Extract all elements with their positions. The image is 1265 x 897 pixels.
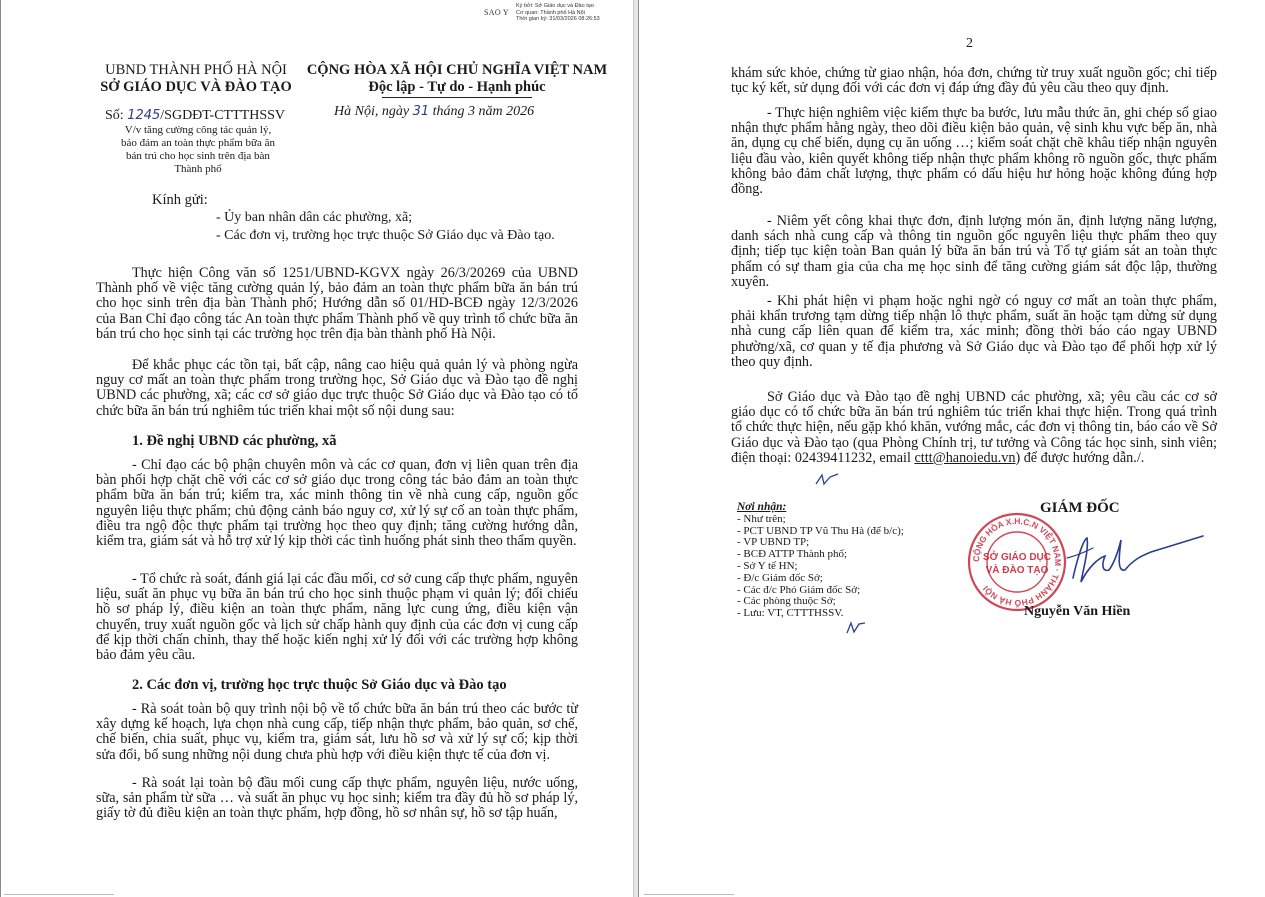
salutation: Kính gửi: (152, 192, 208, 208)
email-link[interactable]: cttt@hanoiedu.vn (914, 449, 1016, 466)
handwritten-day: 31 (412, 104, 430, 119)
document-subject: V/v tăng cường công tác quản lý, bảo đảm an toàn thực phẩm bữa ăn bán trú cho học sinh trên địa bàn Thành phố (121, 124, 275, 175)
section-1-item-1: - Chỉ đạo các bộ phận chuyên môn và các cơ quan, đơn vị liên quan trên địa bàn phối hợp chặt chẽ với các cơ sở giáo dục trong công tác bảo đảm an toàn thực phẩm bữa ăn bán trú; kiểm tra, xác minh thông tin về nhà cung cấp, nguồn gốc nguyên liệu thực phẩm; chủ động cảnh báo nguy cơ, xử lý sự cố an toàn thực phẩm, điều tra ngộ độc thực phẩm tại trường học theo quy định; tăng cường hướng dẫn, kiểm tra, giám sát và hỗ trợ xử lý kịp thời các tình huống phát sinh theo thẩm quyền. (96, 457, 578, 550)
recipient-1: - Ủy ban nhân dân các phường, xã; (216, 210, 413, 225)
section-1-title: 1. Đề nghị UBND các phường, xã (132, 433, 337, 449)
paragraph-intro: Thực hiện Công văn số 1251/UBND-KGVX ngày 26/3/20269 của UBND Thành phố về việc tăng cường quản lý, bảo đảm an toàn thực phẩm bữa ăn bán trú cho học sinh trên địa bàn Thành phố; Hướng dẫn số 01/HD-BCĐ ngày 12/3/2026 của Ban Chỉ đạo công tác An toàn thực phẩm Thành phố về quy trình tổ chức bữa ăn bán trú cho học sinh tại các trường học trên địa bàn thành phố Hà Nội. (96, 265, 578, 342)
issuing-authority (96, 62, 296, 96)
paragraph-continuation: khám sức khỏe, chứng từ giao nhận, hóa đơn, chứng từ truy xuất nguồn gốc; chỉ tiếp tục ký kết, sử dụng đối với các đơn vị đáp ứng đầy đủ yêu cầu theo quy định. (731, 65, 1217, 97)
paragraph-purpose: Để khắc phục các tồn tại, bất cập, nâng cao hiệu quả quản lý và phòng ngừa nguy cơ mất an toàn thực phẩm trong trường học, Sở Giáo dục và Đào tạo đề nghị UBND các phường, xã; các cơ sở giáo dục trực thuộc Sở Giáo dục và Đào tạo có tổ chức bữa ăn bán trú nghiêm túc triển khai một số nội dung sau: (96, 357, 578, 419)
document-number: Số: 1245/SGDĐT-CTTTHSSV (105, 108, 286, 123)
national-title (297, 62, 617, 98)
motto: Độc lập - Tự do - Hạnh phúc (368, 79, 546, 95)
archive-initials-icon (845, 620, 867, 636)
paragraph-public-menu: - Niêm yết công khai thực đơn, định lượng món ăn, định lượng năng lượng, danh sách nhà cung cấp và thông tin nguồn gốc nguyên liệu thực phẩm theo quy định; tiếp tục kiện toàn Ban quản lý bữa ăn bán trú và Tổ tự giám sát an toàn thực phẩm có sự tham gia của cha mẹ học sinh để tăng cường giám sát độc lập, thường xuyên. (731, 213, 1217, 290)
authority-parent: UBND THÀNH PHỐ HÀ NỘI (105, 62, 287, 78)
section-1-item-2: - Tổ chức rà soát, đánh giá lại các đầu mối, cơ sở cung cấp thực phẩm, nguyên liệu, suất ăn phục vụ bữa ăn bán trú cho học sinh thuộc phạm vi quản lý; đối chiếu hồ sơ pháp lý, điều kiện an toàn thực phẩm, năng lực cung ứng, điều kiện vận chuyển, truy xuất nguồn gốc và lịch sử chấp hành quy định của các đơn vị cung cấp để kịp thời chấn chỉnh, thay thế hoặc kiến nghị xử lý đối với các trường hợp không bảo đảm yêu cầu. (96, 571, 578, 664)
signer-name: Nguyễn Văn Hiền (1024, 604, 1131, 619)
seal-inner-line-2: VÀ ĐÀO TẠO (985, 565, 1049, 576)
distribution-list: Nơi nhận: - Như trên; - PCT UBND TP Vũ Thu Hà (để b/c); - VP UBND TP; - BCĐ ATTP Thành phố; - Sở Y tế HN; - Đ/c Giám đốc Sở; - Các đ/c Phó Giám đốc Sở; - Các phòng thuộc Sở; - Lưu: VT, CTTTHSSV. (737, 501, 904, 620)
handwritten-signature-icon (1067, 536, 1203, 582)
copy-label: SAO Y (484, 8, 509, 17)
nation-name: CỘNG HÒA XÃ HỘI CHỦ NGHĨA VIỆT NAM (306, 62, 608, 78)
paragraph-closing: Sở Giáo dục và Đào tạo đề nghị UBND các phường, xã; yêu cầu các cơ sở giáo dục có tổ chức bữa ăn bán trú nghiêm túc triển khai thực hiện. Trong quá trình tổ chức thực hiện, nếu gặp khó khăn, vướng mắc, các đơn vị thông tin, báo cáo về Sở Giáo dục và Đào tạo (qua Phòng Chính trị, tư tưởng và Công tác học sinh, sinh viên; điện thoại: 02439411232, email cttt@hanoiedu.vn) để được hướng dẫn./. (731, 389, 1217, 466)
signer-title: GIÁM ĐỐC (1040, 500, 1120, 516)
motto-underline (382, 97, 532, 98)
signature-org: Cơ quan: Thành phố Hà Nội (516, 9, 585, 16)
digital-signature-info (516, 3, 600, 23)
section-2-item-1: - Rà soát toàn bộ quy trình nội bộ về tổ chức bữa ăn bán trú theo các bước từ xây dựng kế hoạch, lựa chọn nhà cung cấp, tiếp nhận thực phẩm, bảo quản, sơ chế, chế biến, chia suất, phục vụ, kiểm tra, giám sát, lưu hồ sơ và xử lý sự cố; kịp thời sửa đổi, bổ sung những nội dung chưa phù hợp với điều kiện thực tế của đơn vị. (96, 701, 578, 763)
paragraph-inspection: - Thực hiện nghiêm việc kiểm thực ba bước, lưu mẫu thức ăn, ghi chép sổ giao nhận thực phẩm hằng ngày, theo dõi điều kiện bảo quản, vệ sinh khu vực bếp ăn, nhà ăn, dụng cụ chế biến, dụng cụ ăn uống …; kiểm soát chặt chẽ khâu tiếp nhận nguyên liệu đầu vào, kiên quyết không tiếp nhận thực phẩm không rõ nguồn gốc, thực phẩm không bảo đảm chất lượng, thực phẩm có dấu hiệu hư hỏng hoặc không đúng hợp đồng. (731, 105, 1217, 198)
official-seal-and-signature (955, 500, 1205, 620)
document-date: Hà Nội, ngày 31 tháng 3 năm 2026 (334, 104, 535, 119)
section-2-title: 2. Các đơn vị, trường học trực thuộc Sở Giáo dục và Đào tạo (132, 677, 507, 693)
seal-inner-line-1: SỞ GIÁO DỤC (983, 552, 1051, 563)
page-1-footer-rule (4, 894, 114, 895)
signature-signer: Ký bởi: Sở Giáo dục và Đào tạo (516, 3, 594, 9)
official-seal-icon (969, 514, 1065, 610)
initials-mark-icon (814, 472, 840, 488)
paragraph-violation: - Khi phát hiện vi phạm hoặc nghi ngờ có nguy cơ mất an toàn thực phẩm, phải khẩn trương tạm dừng tiếp nhận lô thực phẩm, suất ăn hoặc tạm dừng sử dụng nhà cung cấp liên quan để kiểm tra, xác minh; đồng thời báo cáo ngay UBND phường/xã, cơ quan y tế địa phương và Sở Giáo dục và Đào tạo để phối hợp xử lý theo quy định. (731, 293, 1217, 370)
signature-time: Thời gian ký: 31/03/2026 08:26:53 (516, 16, 600, 22)
handwritten-number: 1245 (127, 108, 161, 123)
distribution-title: Nơi nhận: (737, 501, 787, 513)
page-number: 2 (966, 36, 973, 51)
seal-outer-text: CỘNG HÒA X.H.C.N VIỆT NAM · THÀNH PHỐ HÀ NỘI (970, 515, 1064, 609)
authority-name: SỞ GIÁO DỤC VÀ ĐÀO TẠO (100, 79, 292, 95)
section-2-item-2: - Rà soát lại toàn bộ đầu mối cung cấp thực phẩm, nguyên liệu, nước uống, sữa, sản phẩm từ sữa … và suất ăn phục vụ học sinh; kiểm tra đầy đủ hồ sơ pháp lý, giấy tờ đủ điều kiện an toàn thực phẩm, hợp đồng, hồ sơ nhân sự, hồ sơ tập huấn, (96, 775, 578, 822)
page-2-footer-rule (644, 894, 734, 895)
recipient-2: - Các đơn vị, trường học trực thuộc Sở Giáo dục và Đào tạo. (216, 228, 555, 243)
